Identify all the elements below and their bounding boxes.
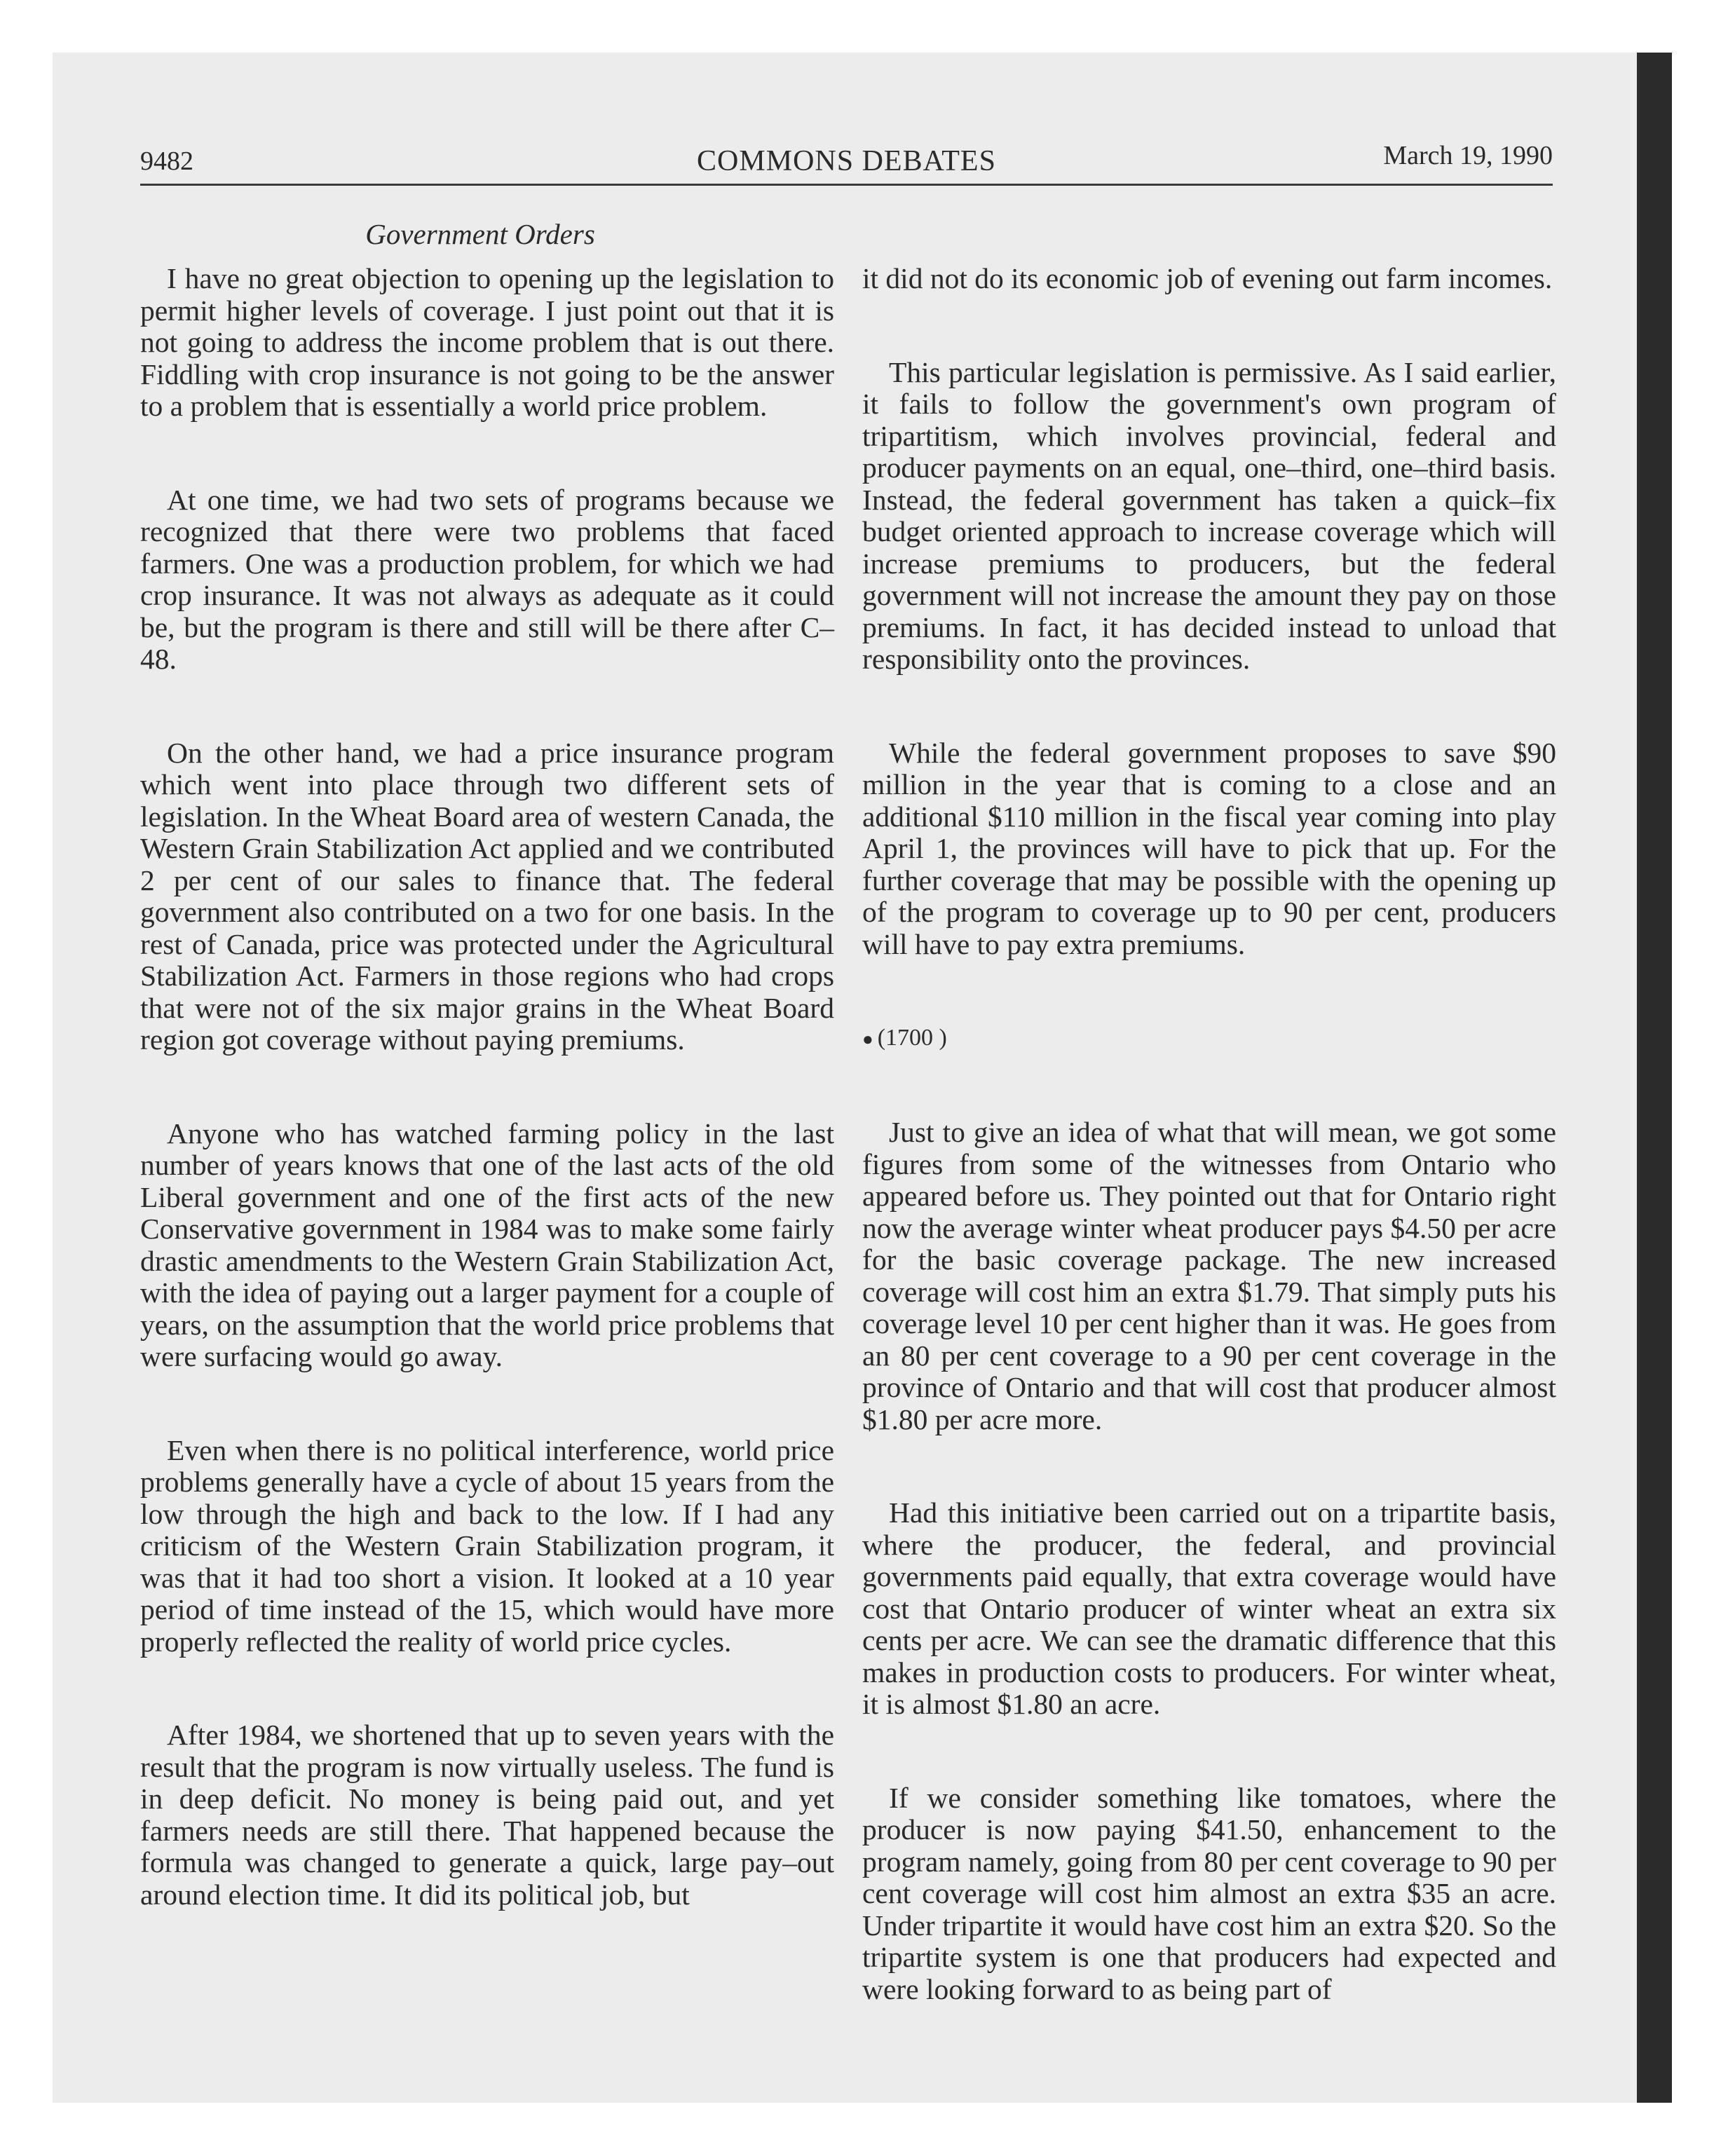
publication-date: March 19, 1990 bbox=[1383, 141, 1553, 170]
scan-edge-shadow bbox=[1637, 53, 1672, 2103]
header-rule bbox=[140, 184, 1553, 186]
paragraph: Just to give an idea of what that will mean, we got some figures from some of the witnesses from Ontario who appeared before us. They pointed out that for Ontario right now the average winter wheat producer pays $4.50 per acre for the basic coverage package. The new increased coverage will cost him an extra $1.79. That simply puts his coverage level 10 per cent higher than it was. He goes from an 80 per cent coverage to a 90 per cent coverage in the province of Ontario and that will cost that producer almost $1.80 per acre more. bbox=[862, 1116, 1556, 1435]
paragraph: While the federal government proposes to save $90 million in the year that is coming to a close and an additional $110 million in the fiscal year coming into play April 1, the provinces will have to pick that up. For the further coverage that may be possible with the opening up of the program to coverage up to 90 per cent, producers will have to pay extra premiums. bbox=[862, 736, 1556, 960]
paragraph: If we consider something like tomatoes, where the producer is now paying $41.50, enhancement to the program namely, going from 80 per cent coverage to 90 per cent coverage will cost him almost an extra $35 an acre. Under tripartite it would have cost him an extra $20. So the tripartite system is one that producers had expected and were looking forward to as being part of bbox=[862, 1781, 1556, 2005]
paragraph: Anyone who has watched farming policy in the last number of years knows that one of the last acts of the old Liberal government and one of the first acts of the new Conservative government in 1984 was to make some fairly drastic amendments to the Western Grain Stabilization Act, with the idea of paying out a larger payment for a couple of years, on the assumption that the world price problems that were surfacing would go away. bbox=[140, 1117, 834, 1372]
paragraph: Had this initiative been carried out on a tripartite basis, where the producer, the federal, and provincial governments paid equally, that extra coverage would have cost that Ontario producer of winter wheat an extra six cents per acre. We can see the dramatic difference that this makes in production costs to producers. For winter wheat, it is almost $1.80 an acre. bbox=[862, 1496, 1556, 1720]
right-column bbox=[862, 263, 1556, 2067]
paragraph: it did not do its economic job of evening out farm incomes. bbox=[862, 262, 1553, 294]
time-marker-label: (1700 ) bbox=[877, 1025, 947, 1051]
paragraph: Even when there is no political interference, world price problems generally have a cycle of about 15 years from the low through the high and back to the low. If I had any criticism of the Western Grain Stabilization program, it was that it had too short a vision. It looked at a 10 year period of time instead of the 15, which would have more properly reflected the reality of world price cycles. bbox=[140, 1433, 834, 1658]
page-number: 9482 bbox=[140, 146, 193, 176]
page-header bbox=[140, 140, 1553, 184]
paragraph: I have no great objection to opening up the legislation to permit higher levels of coverage. I just point out that it is not going to address the income problem that is out there. Fiddling with crop insurance is not going to be the answer to a problem that is essentially a world price problem. bbox=[140, 262, 834, 422]
publication-title: COMMONS DEBATES bbox=[697, 145, 996, 177]
paragraph: At one time, we had two sets of programs because we recognized that there were two problems that faced farmers. One was a production problem, for which we had crop insurance. It was not always as adequate as it could be, but the program is there and still will be there after C–48. bbox=[140, 483, 834, 675]
left-column bbox=[140, 263, 834, 1972]
paragraph: This particular legislation is permissive. As I said earlier, it fails to follow the government's own program of tripartitism, which involves provincial, federal and producer payments on an equal, one–third, one–third basis. Instead, the federal government has taken a quick–fix budget oriented approach to increase coverage which will increase premiums to producers, but the federal government will not increase the amount they pay on those premiums. In fact, it has decided instead to unload that responsibility onto the provinces. bbox=[862, 355, 1556, 675]
time-marker bbox=[862, 1022, 1556, 1055]
paragraph: On the other hand, we had a price insurance program which went into place through two different sets of legislation. In the Wheat Board area of western Canada, the Western Grain Stabilization Act applied and we contributed 2 per cent of our sales to finance that. The federal government also contributed on a two for one basis. In the rest of Canada, price was protected under the Agricultural Stabilization Act. Farmers in those regions who had crops that were not of the six major grains in the Wheat Board region got coverage without paying premiums. bbox=[140, 736, 834, 1056]
paragraph: After 1984, we shortened that up to seven years with the result that the program is now virtually useless. The fund is in deep deficit. No money is being paid out, and yet farmers needs are still there. That happened because the formula was changed to generate a quick, large pay–out around election time. It did its political job, but bbox=[140, 1719, 834, 1911]
bullet-icon: ● bbox=[862, 1029, 873, 1049]
section-heading: Government Orders bbox=[365, 218, 595, 250]
